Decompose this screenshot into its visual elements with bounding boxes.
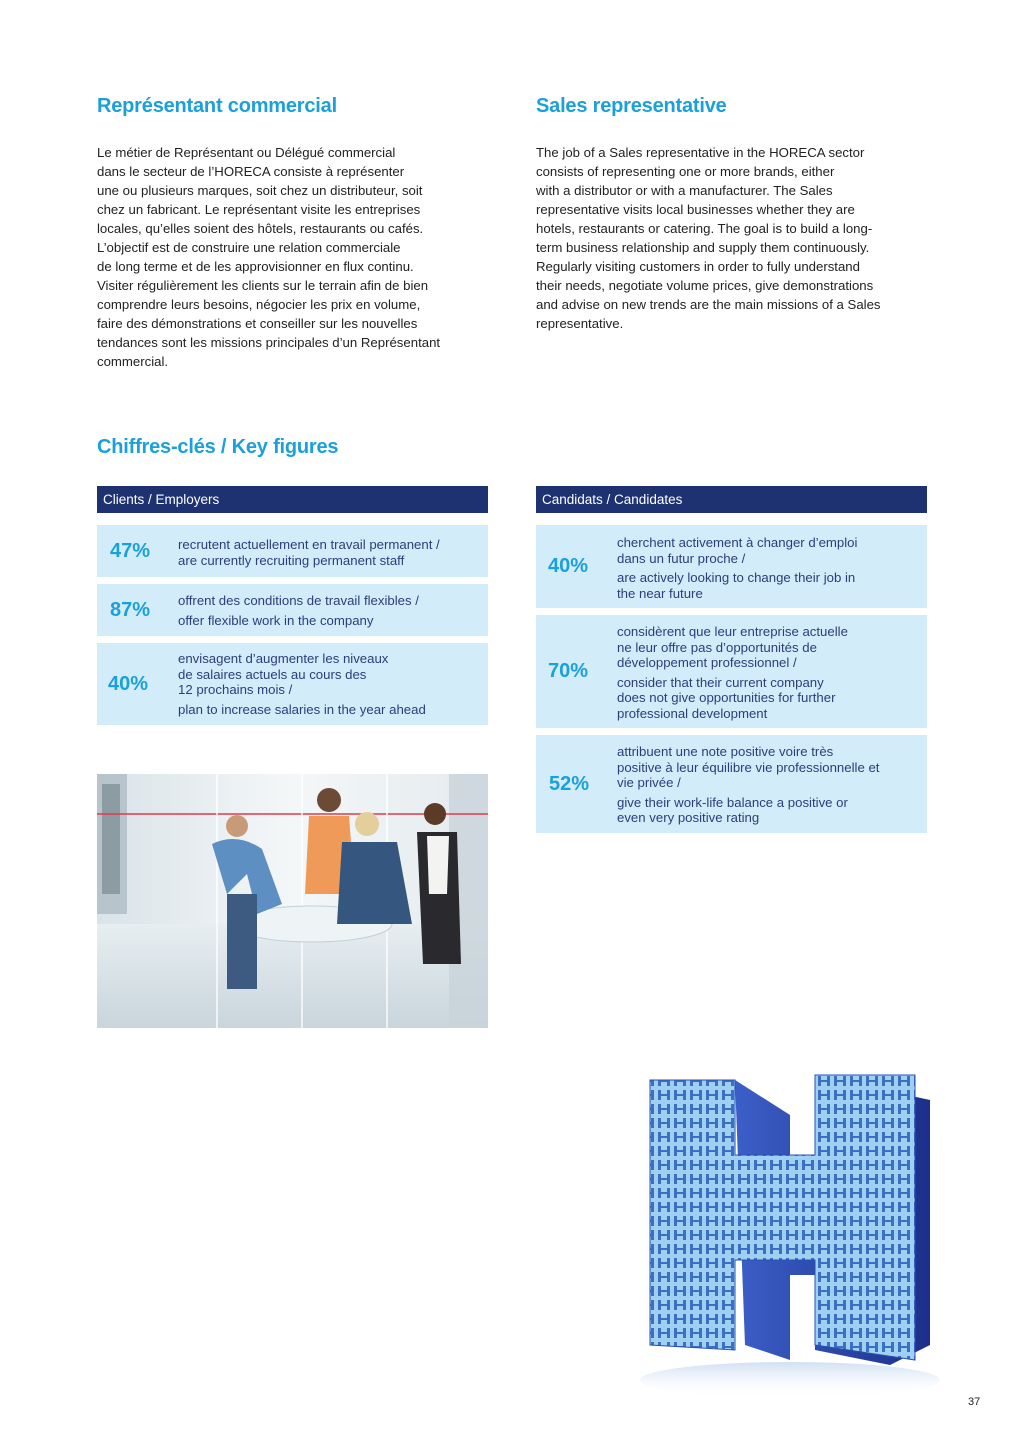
stat-value: 40% <box>548 555 589 577</box>
paragraph-line: their needs, negotiate volume prices, give demonstrations <box>536 278 874 293</box>
paragraph-line: term business relationship and supply them continuously. <box>536 240 870 255</box>
stat-text-fr: de salaires actuels au cours des <box>178 666 367 682</box>
stat-text-fr: ne leur offre pas d’opportunités de <box>617 639 817 655</box>
stat-value: 70% <box>548 660 589 682</box>
paragraph-line: L’objectif est de construire une relation commerciale <box>97 240 401 255</box>
office-team-photo <box>97 774 488 1028</box>
stat-text-fr: développement professionnel / <box>617 655 797 670</box>
paragraph-line: comprendre leurs besoins, négocier les prix en volume, <box>97 297 421 312</box>
stat-text-en: consider that their current company <box>617 674 824 690</box>
paragraph-line: locales, qu’elles soient des hôtels, restaurants ou cafés. <box>97 221 424 236</box>
stat-description <box>617 624 848 721</box>
stat-description <box>617 744 879 826</box>
paragraph-line: hotels, restaurants or catering. The goal is to build a long- <box>536 221 873 236</box>
paragraph-line: Visiter régulièrement les clients sur le terrain afin de bien <box>97 278 429 293</box>
stat-value: 52% <box>549 772 590 795</box>
client-stat-card <box>97 525 488 577</box>
stat-text-fr: recrutent actuellement en travail permanent / <box>178 537 440 552</box>
key-figures-title: Chiffres-clés / Key figures <box>97 436 339 458</box>
stat-value: 47% <box>110 539 151 562</box>
stat-text-en: does not give opportunities for further <box>617 690 836 705</box>
candidate-stat-card <box>536 615 927 728</box>
stat-text-fr: positive à leur équilibre vie professionnelle et <box>617 759 880 775</box>
client-stat-card <box>97 643 488 725</box>
paragraph-line: de long terme et de les approvisionner en flux continu. <box>97 259 414 274</box>
candidate-stat-card <box>536 525 927 608</box>
stat-text-en: are currently recruiting permanent staff <box>178 552 405 568</box>
paragraph-line: une ou plusieurs marques, soit chez un distributeur, soit <box>97 183 423 198</box>
stat-text-en: the near future <box>617 585 703 601</box>
paragraph-line: chez un fabricant. Le représentant visite les entreprises <box>97 202 421 217</box>
stat-text-en: are actively looking to change their job in <box>617 570 856 585</box>
paragraph-line: with a distributor or with a manufacturer. The Sales <box>536 183 833 198</box>
stat-description <box>617 535 857 601</box>
right-section-title: Sales representative <box>536 95 727 117</box>
right-paragraph <box>536 143 881 333</box>
stat-text-fr: considèrent que leur entreprise actuelle <box>617 624 848 639</box>
stat-text-fr: envisagent d’augmenter les niveaux <box>178 651 389 666</box>
candidate-stat-card <box>536 735 927 833</box>
stat-text-en: professional development <box>617 705 768 721</box>
stat-description <box>178 537 440 568</box>
stat-text-fr: offrent des conditions de travail flexibles / <box>178 593 419 608</box>
h-logo-illustration <box>640 1060 950 1405</box>
left-paragraph <box>97 143 440 371</box>
stat-text-en: give their work-life balance a positive or <box>617 794 848 810</box>
paragraph-line: faire des démonstrations et conseiller sur les nouvelles <box>97 316 418 331</box>
paragraph-line: tendances sont les missions principales d’un Représentant <box>97 335 441 350</box>
paragraph-line: dans le secteur de l’HORECA consiste à représenter <box>97 164 405 179</box>
paragraph-line: and advise on new trends are the main missions of a Sales <box>536 297 881 312</box>
paragraph-line: commercial. <box>97 354 169 369</box>
paragraph-line: Le métier de Représentant ou Délégué commercial <box>97 145 396 160</box>
stat-description <box>178 651 426 717</box>
paragraph-line: Regularly visiting customers in order to fully understand <box>536 259 860 274</box>
stat-text-fr: vie privée / <box>617 775 681 790</box>
paragraph-line: representative. <box>536 316 624 331</box>
clients-header-bar: Clients / Employers <box>97 486 488 513</box>
paragraph-line: consists of representing one or more brands, either <box>536 164 835 179</box>
client-stat-card <box>97 584 488 636</box>
stat-text-en: even very positive rating <box>617 810 760 825</box>
stat-text-fr: dans un futur proche / <box>617 550 746 566</box>
stat-text-fr: cherchent activement à changer d’emploi <box>617 535 858 550</box>
stat-value: 87% <box>110 598 151 621</box>
stat-value: 40% <box>108 672 149 695</box>
stat-description <box>178 593 419 628</box>
stat-text-en: plan to increase salaries in the year ahead <box>178 701 426 717</box>
stat-text-fr: 12 prochains mois / <box>178 682 293 697</box>
paragraph-line: The job of a Sales representative in the HORECA sector <box>536 145 865 160</box>
left-section-title: Représentant commercial <box>97 95 337 117</box>
candidates-header-bar: Candidats / Candidates <box>536 486 927 513</box>
page-number: 37 <box>968 1396 981 1408</box>
stat-text-en: offer flexible work in the company <box>178 612 374 628</box>
paragraph-line: representative visits local businesses whether they are <box>536 202 855 217</box>
stat-text-fr: attribuent une note positive voire très <box>617 744 834 759</box>
